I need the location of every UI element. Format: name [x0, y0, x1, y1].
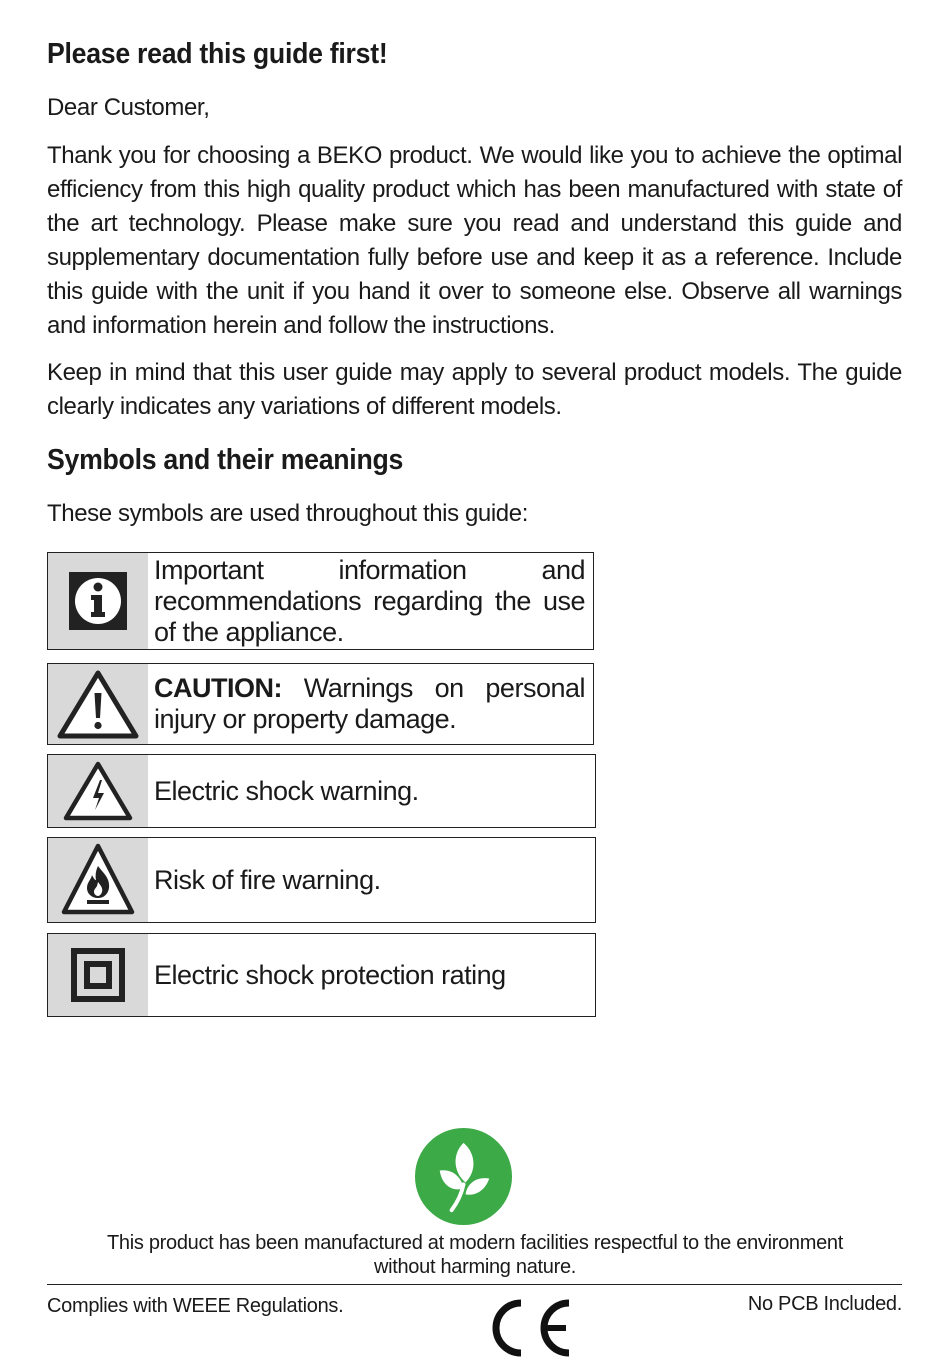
pcb-statement: No PCB Included. [747, 1293, 902, 1315]
environment-statement: This product has been manufactured at modern facilities respectful to the environment without harming nature. [106, 1232, 844, 1278]
electric-shock-icon [48, 755, 148, 827]
weee-compliance: Complies with WEEE Regulations. [47, 1295, 344, 1317]
symbols-intro: These symbols are used throughout this guide: [47, 500, 528, 527]
class-ii-icon [48, 934, 148, 1016]
symbol-text: Warnings on personal injury or property damage. [154, 673, 585, 734]
greeting: Dear Customer, [47, 94, 210, 121]
symbol-text: Important information and recommendations regarding the use of the appliance. [154, 554, 585, 647]
footer-divider [47, 1284, 902, 1285]
symbol-row-caution [47, 663, 594, 745]
symbol-text: Electric shock protection rating [154, 959, 506, 990]
symbol-text: Risk of fire warning. [154, 864, 381, 895]
ce-mark-icon [485, 1297, 573, 1359]
symbol-row-protection-rating [47, 933, 596, 1017]
page-title: Please read this guide first! [47, 38, 388, 70]
fire-icon [48, 838, 148, 922]
intro-paragraph-2: Keep in mind that this user guide may apply to several product models. The guide clearly indicates any variations of different models. [47, 359, 902, 420]
symbol-row-fire [47, 837, 596, 923]
symbol-row-info [47, 552, 594, 650]
caution-icon [48, 664, 148, 744]
info-icon [48, 553, 148, 649]
eco-leaf-icon [414, 1127, 513, 1226]
intro-paragraph-1: Thank you for choosing a BEKO product. We would like you to achieve the optimal efficiency from this high quality product which has been manufactured with state of the art technology. Please make sure you read and understand this guide and supplementary documentation fully before use and keep it as a reference. Include this guide with the unit if you hand it over to someone else. Observe all warnings and information herein and follow the instructions. [47, 142, 902, 339]
symbol-text: Electric shock warning. [154, 775, 419, 806]
caution-label: CAUTION: [154, 673, 282, 703]
symbol-row-electric-shock [47, 754, 596, 828]
symbols-heading: Symbols and their meanings [47, 444, 404, 476]
